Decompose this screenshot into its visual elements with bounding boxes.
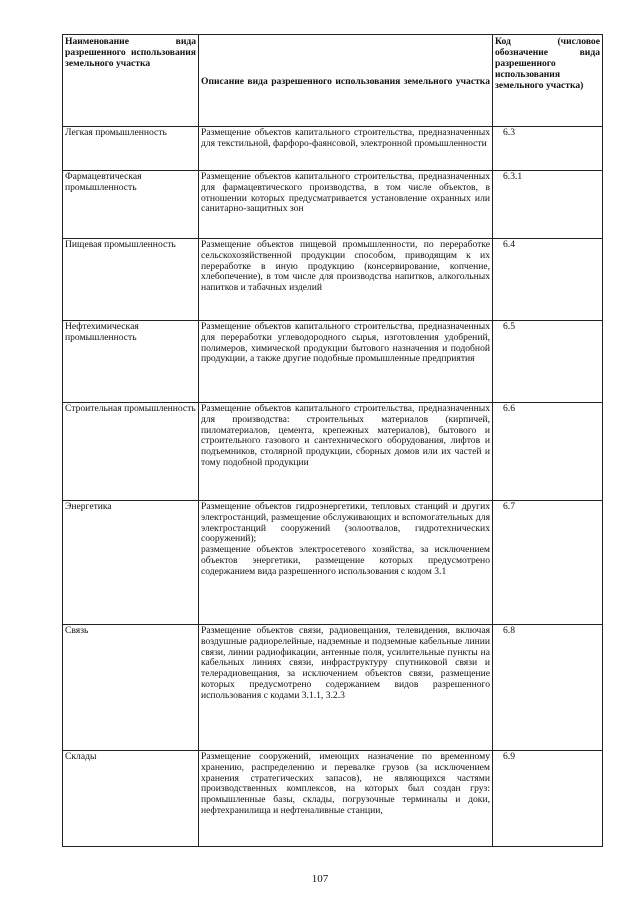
table-row [63, 239, 603, 321]
row-code: 6.5 [493, 321, 603, 403]
row-name: Нефтехимическая промышленность [63, 321, 199, 403]
row-code: 6.3.1 [493, 171, 603, 239]
table-row [63, 501, 603, 625]
row-description: Размещение объектов связи, радиовещания, телевидения, включая воздушные радиорелейные, надземные и подземные кабельные линии связи, линии радиофикации, антенные поля, усилительные пункты на кабельных линиях связи, инфраструктуру спутниковой связи и телерадиовещания, за исключением объектов связи, размещение которых предусмотрено содержанием видов разрешенного использования с кодами 3.1.1, 3.2.3 [199, 625, 493, 751]
table-row [63, 171, 603, 239]
row-description: Размещение сооружений, имеющих назначение по временному хранению, распределению и перевалке грузов (за исключением хранения стратегических запасов), не являющихся частями производственных комплексов, на которых был создан груз: промышленные базы, склады, погрузочные терминалы и доки, нефтехранилища и нефтеналивные станции, [199, 751, 493, 847]
row-description: Размещение объектов капитального строительства, предназначенных для переработки углеводородного сырья, изготовления удобрений, полимеров, химической продукции бытового назначения и подобной продукции, а также другие подобные промышленные предприятия [199, 321, 493, 403]
row-name: Связь [63, 625, 199, 751]
row-description-part-1: Размещение объектов гидроэнергетики, тепловых станций и других электростанций, размещение обслуживающих и вспомогательных для электростанций сооружений (золоотвалов, гидротехнических сооружений); [201, 501, 490, 545]
row-code: 6.8 [493, 625, 603, 751]
row-description: Размещение объектов капитального строительства, предназначенных для текстильной, фарфоро-фаянсовой, электронной промышленности [199, 127, 493, 171]
table-row [63, 403, 603, 501]
row-code: 6.6 [493, 403, 603, 501]
table-row [63, 127, 603, 171]
row-description-part-2: размещение объектов электросетевого хозяйства, за исключением объектов энергетики, размещение которых предусмотрено содержанием вида разрешенного использования с кодом 3.1 [201, 544, 490, 577]
row-name: Строительная промышленность [63, 403, 199, 501]
land-use-table [62, 34, 603, 847]
row-description: Размещение объектов пищевой промышленности, по переработке сельскохозяйственной продукции способом, приводящим к их переработке в иную продукцию (консервирование, копчение, хлебопечение), в том числе для производства напитков, алкогольных напитков и табачных изделий [199, 239, 493, 321]
row-name: Легкая промышленность [63, 127, 199, 171]
row-name: Энергетика [63, 501, 199, 625]
row-code: 6.7 [493, 501, 603, 625]
row-name: Пищевая промышленность [63, 239, 199, 321]
row-description [199, 501, 493, 625]
row-description: Размещение объектов капитального строительства, предназначенных для производства: строительных материалов (кирпичей, пиломатериалов, цемента, крепежных материалов), бытового и строительного газового и сантехнического оборудования, лифтов и подъемников, столярной продукции, сборных домов или их частей и тому подобной продукции [199, 403, 493, 501]
row-code: 6.3 [493, 127, 603, 171]
table-header-row [63, 35, 603, 127]
header-description: Описание вида разрешенного использования земельного участка [199, 35, 493, 127]
header-name: Наименование вида разрешенного использования земельного участка [63, 35, 199, 127]
table-row [63, 751, 603, 847]
row-name: Склады [63, 751, 199, 847]
row-description: Размещение объектов капитального строительства, предназначенных для фармацевтического производства, в том числе объектов, в отношении которых предусматривается установление охранных или санитарно-защитных зон [199, 171, 493, 239]
table-row [63, 321, 603, 403]
row-code: 6.4 [493, 239, 603, 321]
row-name: Фармацевтическая промышленность [63, 171, 199, 239]
page-number: 107 [311, 873, 329, 885]
row-code: 6.9 [493, 751, 603, 847]
header-code: Код (числовое обозначение вида разрешенного использования земельного участка) [493, 35, 603, 127]
table-row [63, 625, 603, 751]
